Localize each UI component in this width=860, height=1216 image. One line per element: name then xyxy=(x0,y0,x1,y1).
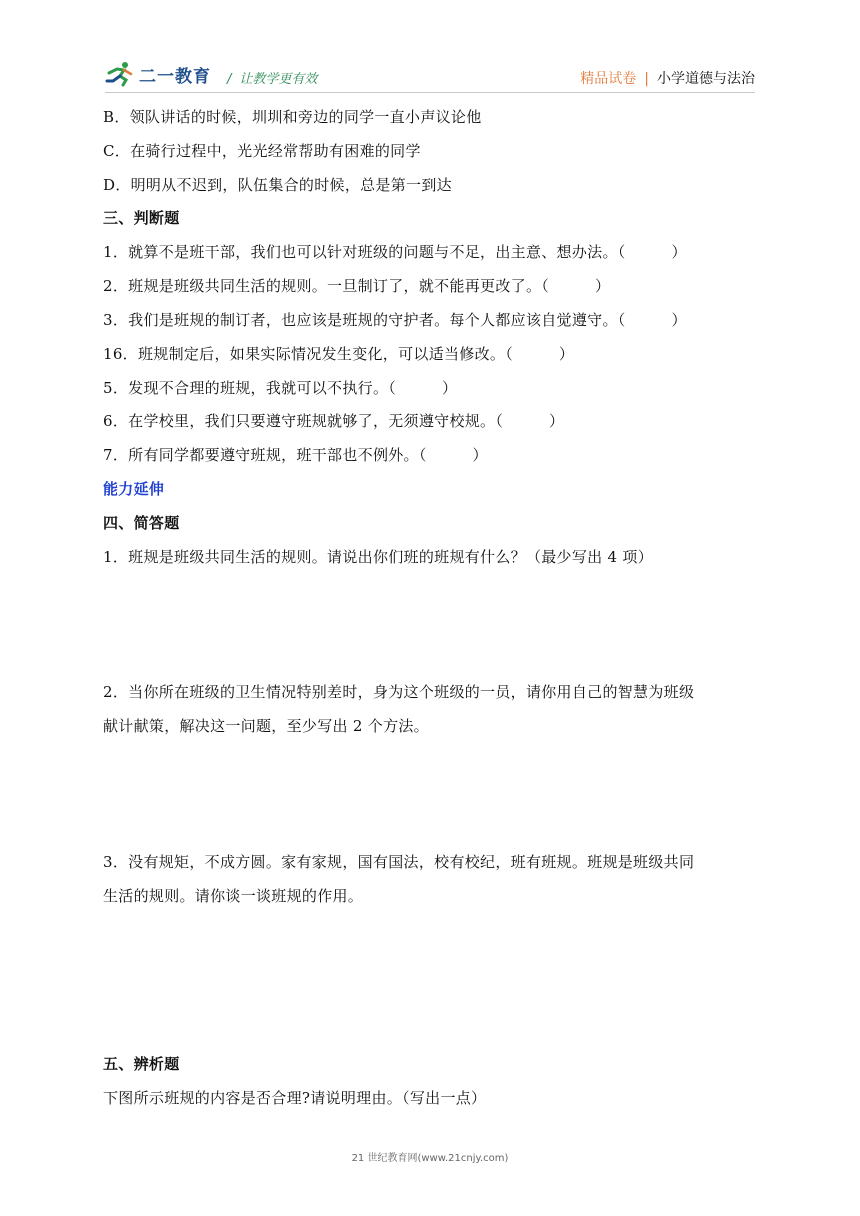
judge-item-3: 3．我们是班规的制订者，也应该是班规的守护者。每个人都应该自觉遵守。（ ） xyxy=(103,311,687,329)
header-rule xyxy=(105,92,755,93)
short-answer-q2-line1: 2．当你所在班级的卫生情况特别差时，身为这个班级的一员，请你用自己的智慧为班级 xyxy=(103,683,695,701)
judge-item-5: 5．发现不合理的班规，我就可以不执行。（ ） xyxy=(103,379,458,397)
header-right xyxy=(580,68,755,88)
ability-extension-label: 能力延伸 xyxy=(103,480,165,498)
option-c: C．在骑行过程中，光光经常帮助有困难的同学 xyxy=(103,142,421,160)
page-header xyxy=(105,58,755,98)
logo-text: 二一教育 xyxy=(139,66,211,87)
judge-item-1: 1．就算不是班干部，我们也可以针对班级的问题与不足，出主意、想办法。（ ） xyxy=(103,243,687,261)
section-3-title: 三、判断题 xyxy=(103,209,180,227)
logo xyxy=(105,60,211,88)
slogan xyxy=(227,68,317,87)
slogan-text: 让教学更有效 xyxy=(239,72,318,87)
header-divider: | xyxy=(644,71,649,87)
judge-item-2: 2．班规是班级共同生活的规则。一旦制订了，就不能再更改了。（ ） xyxy=(103,277,611,295)
analysis-q1: 下图所示班规的内容是否合理?请说明理由。（写出一点） xyxy=(103,1089,487,1107)
section-5-title: 五、辨析题 xyxy=(103,1055,180,1073)
judge-item-16: 16．班规制定后，如果实际情况发生变化，可以适当修改。（ ） xyxy=(103,345,575,363)
option-b: B．领队讲话的时候，圳圳和旁边的同学一直小声议论他 xyxy=(103,108,482,126)
option-d: D．明明从不迟到，队伍集合的时候，总是第一到达 xyxy=(103,176,452,194)
short-answer-q2-line2: 献计献策，解决这一问题，至少写出 2 个方法。 xyxy=(103,717,429,735)
judge-item-7: 7．所有同学都要遵守班规，班干部也不例外。（ ） xyxy=(103,446,488,464)
header-subject: 小学道德与法治 xyxy=(657,71,755,87)
runner-logo-icon xyxy=(105,61,135,87)
short-answer-q3-line1: 3．没有规矩，不成方圆。家有家规，国有国法，校有校纪，班有班规。班规是班级共同 xyxy=(103,853,695,871)
header-tag: 精品试卷 xyxy=(580,71,637,87)
short-answer-q3-line2: 生活的规则。请你谈一谈班规的作用。 xyxy=(103,887,364,905)
judge-item-6: 6．在学校里，我们只要遵守班规就够了，无须遵守校规。（ ） xyxy=(103,412,565,430)
slogan-slash: / xyxy=(227,72,232,87)
short-answer-q1: 1．班规是班级共同生活的规则。请说出你们班的班规有什么？（最少写出 4 项） xyxy=(103,548,654,566)
section-4-title: 四、简答题 xyxy=(103,514,180,532)
page-footer: 21 世纪教育网(www.21cnjy.com) xyxy=(351,1153,509,1164)
